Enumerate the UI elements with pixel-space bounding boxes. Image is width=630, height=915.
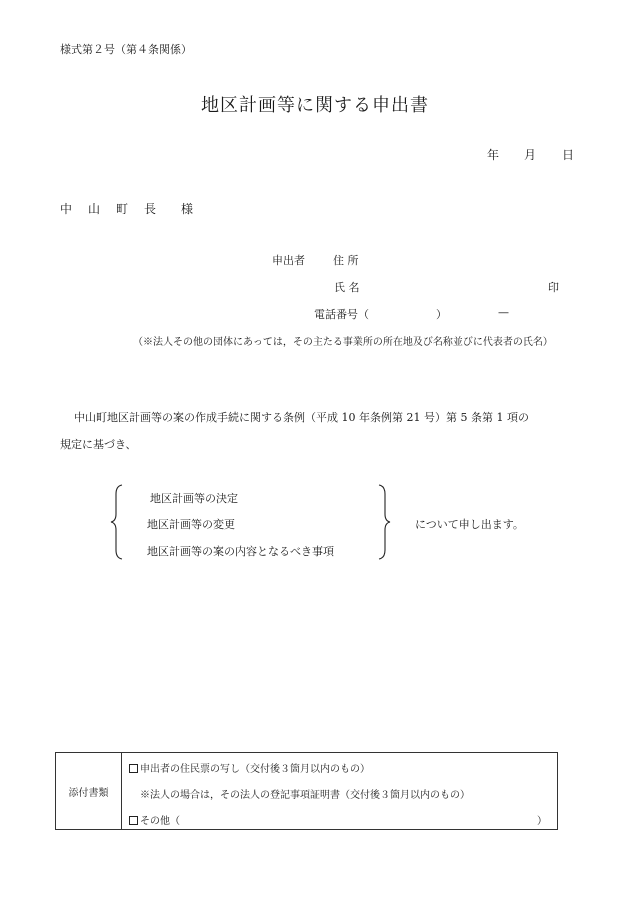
attachment-item-1 bbox=[129, 760, 370, 775]
option-decision: 地区計画等の決定 bbox=[150, 492, 238, 505]
phone-dash: — bbox=[498, 306, 509, 319]
checkbox-residence-certificate[interactable] bbox=[129, 764, 138, 773]
attachment-item-2: ※法人の場合は，その法人の登記事項証明書（交付後３箇月以内のもの） bbox=[140, 790, 470, 801]
request-suffix: について申し出ます。 bbox=[415, 518, 524, 531]
left-brace bbox=[110, 484, 124, 560]
date-day: 日 bbox=[562, 148, 575, 162]
attachment-item-3 bbox=[129, 812, 180, 827]
address-label: 住 所 bbox=[333, 254, 359, 267]
attachments-label: 添付書類 bbox=[56, 753, 122, 829]
phone-close: ） bbox=[436, 308, 447, 321]
applicant-note: （※法人その他の団体にあっては，その主たる事業所の所在地及び名称並びに代表者の氏名） bbox=[133, 337, 553, 348]
option-proposal-matters: 地区計画等の案の内容となるべき事項 bbox=[147, 545, 334, 558]
applicant-label: 申出者 bbox=[272, 254, 305, 267]
attachment-item-3-text: その他（ bbox=[140, 816, 180, 827]
date-month: 月 bbox=[524, 148, 537, 162]
name-label: 氏 名 bbox=[334, 281, 360, 294]
option-change: 地区計画等の変更 bbox=[147, 518, 235, 531]
checkbox-other[interactable] bbox=[129, 816, 138, 825]
seal-mark: 印 bbox=[548, 281, 559, 294]
phone-label: 電話番号（ bbox=[314, 308, 369, 321]
addressee-name: 中 山 町 長 bbox=[60, 202, 159, 216]
attachment-item-3-close: ） bbox=[537, 816, 547, 827]
page-title: 地区計画等に関する申出書 bbox=[201, 95, 429, 116]
date-year: 年 bbox=[487, 148, 500, 162]
attachment-item-1-text: 申出者の住民票の写し（交付後３箇月以内のもの） bbox=[140, 764, 370, 775]
attachments-table bbox=[55, 752, 558, 830]
body-line-2: 規定に基づき、 bbox=[60, 438, 137, 451]
right-brace bbox=[377, 484, 391, 560]
form-number: 様式第２号（第４条関係） bbox=[60, 43, 192, 56]
body-line-1: 中山町地区計画等の案の作成手続に関する条例（平成 10 年条例第 21 号）第 5 条第 1 項の bbox=[74, 411, 529, 424]
addressee-honorific: 様 bbox=[181, 202, 194, 216]
